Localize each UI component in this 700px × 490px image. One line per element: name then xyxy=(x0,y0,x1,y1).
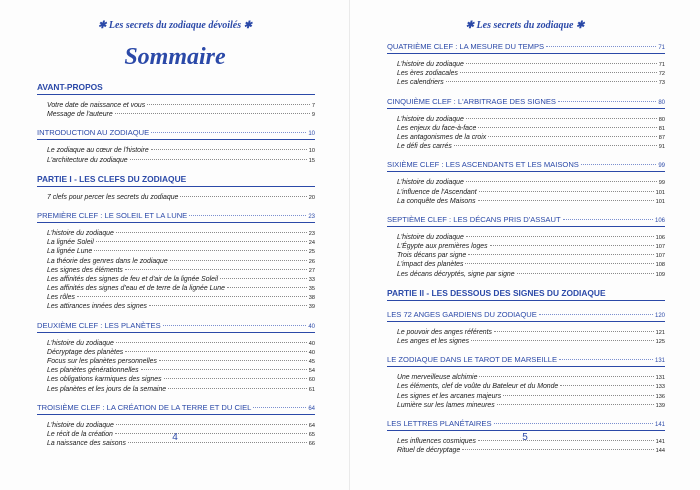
toc-entry[interactable] xyxy=(47,339,315,348)
toc-section xyxy=(37,321,315,394)
dot-leader xyxy=(466,63,657,64)
entry-title: Les antagonismes de la croix xyxy=(397,133,487,141)
section-title: DEUXIÈME CLEF : LES PLANÈTES xyxy=(37,320,161,330)
running-head: ✱ Les secrets du zodiaque ✱ xyxy=(465,20,585,31)
entry-title: Les anges et les signes xyxy=(397,338,470,345)
section-heading[interactable] xyxy=(37,211,315,223)
dot-leader xyxy=(479,191,654,192)
entry-page-number: 133 xyxy=(655,384,665,391)
entry-page-number: 73 xyxy=(658,80,665,87)
dot-leader xyxy=(466,118,657,119)
entry-title: Les ères zodiacales xyxy=(397,70,458,78)
section-page-number: 71 xyxy=(658,45,665,51)
entry-title: Les influences cosmiques xyxy=(397,437,476,445)
toc-entry[interactable] xyxy=(47,247,315,256)
dot-leader xyxy=(164,378,307,379)
dot-leader xyxy=(465,263,653,264)
entry-page-number: 33 xyxy=(308,276,315,283)
section-heading[interactable] xyxy=(37,174,315,187)
section-page-number: 106 xyxy=(654,217,665,224)
dot-leader xyxy=(96,241,307,242)
dot-leader xyxy=(494,331,654,332)
dot-leader xyxy=(189,215,306,216)
toc-section xyxy=(37,211,315,312)
dot-leader xyxy=(581,164,656,165)
section-page-number: 141 xyxy=(654,421,665,428)
dot-leader xyxy=(151,149,307,150)
toc-entry[interactable] xyxy=(47,302,315,311)
table-of-contents xyxy=(387,42,665,464)
dot-leader xyxy=(460,72,657,73)
entry-page-number: 109 xyxy=(655,271,665,278)
dot-leader xyxy=(220,278,307,279)
dot-leader xyxy=(116,342,307,343)
entry-page-number: 107 xyxy=(655,253,665,260)
dot-leader xyxy=(468,254,653,255)
entry-page-number: 45 xyxy=(308,359,315,365)
entry-page-number: 131 xyxy=(655,375,665,382)
entry-title: Les affinités des signes de feu et d'air de la lignée Soleil xyxy=(47,275,219,283)
entry-title: Rituel de décryptage xyxy=(397,447,461,455)
section-page-number: 99 xyxy=(658,163,665,170)
entry-page-number: 80 xyxy=(658,116,665,123)
dot-leader xyxy=(559,359,653,360)
dot-leader xyxy=(170,260,307,261)
toc-entry[interactable] xyxy=(47,385,315,394)
entry-title: Les calendriers xyxy=(397,79,444,87)
entry-title: Les planètes et les jours de la semaine xyxy=(47,385,167,393)
entry-title: Le zodiaque au cœur de l'histoire xyxy=(47,147,149,155)
dot-leader xyxy=(253,407,306,408)
entry-title: L'architecture du zodiaque xyxy=(47,156,128,164)
entry-title: Lumière sur les lames mineures xyxy=(397,401,495,409)
dot-leader xyxy=(115,113,310,114)
dot-leader xyxy=(471,340,654,341)
toc-section xyxy=(387,355,665,410)
entry-title: L'histoire du zodiaque xyxy=(47,229,114,237)
entry-title: Les planètes générationnelles xyxy=(47,367,139,375)
section-heading[interactable] xyxy=(387,419,665,431)
entry-title: Les décans décryptés, signe par signe xyxy=(397,270,515,278)
toc-entry[interactable] xyxy=(47,375,315,384)
entry-title: La naissance des saisons xyxy=(47,440,126,448)
section-heading[interactable] xyxy=(37,128,315,140)
dot-leader xyxy=(539,314,653,315)
entry-page-number: 20 xyxy=(308,194,315,201)
dot-leader xyxy=(503,395,653,396)
entry-page-number: 101 xyxy=(655,189,665,196)
page-number: 4 xyxy=(172,432,178,443)
entry-title: La lignée Soleil xyxy=(47,239,94,247)
dot-leader xyxy=(466,181,657,182)
toc-section xyxy=(387,97,665,152)
toc-entry[interactable] xyxy=(397,270,665,279)
entry-page-number: 35 xyxy=(308,286,315,293)
dot-leader xyxy=(151,132,306,133)
entry-page-number: 24 xyxy=(308,240,315,247)
section-page-number: 40 xyxy=(308,323,315,330)
toc-entry[interactable] xyxy=(397,115,665,124)
dot-leader xyxy=(180,196,306,197)
entry-page-number: 144 xyxy=(655,448,665,455)
toc-entry[interactable] xyxy=(397,328,665,337)
section-title: PARTIE I - LES CLEFS DU ZODIAQUE xyxy=(37,173,187,184)
entry-page-number: 141 xyxy=(655,438,665,445)
toc-section xyxy=(37,174,315,202)
entry-title: Focus sur les planètes personnelles xyxy=(47,358,157,365)
dot-leader xyxy=(558,101,656,102)
entry-page-number: 136 xyxy=(655,393,665,400)
entry-title: La conquête des Maisons xyxy=(397,197,476,205)
section-title: CINQUIÈME CLEF : L'ARBITRAGE DES SIGNES xyxy=(387,96,556,106)
toc-entry[interactable] xyxy=(47,421,315,430)
dot-leader xyxy=(497,404,654,405)
entry-title: Le récit de la création xyxy=(47,430,113,438)
toc-entry[interactable] xyxy=(397,392,665,401)
entry-page-number: 25 xyxy=(308,249,315,256)
section-title: AVANT-PROPOS xyxy=(37,82,103,92)
dot-leader xyxy=(147,104,310,105)
toc-entry[interactable] xyxy=(397,197,665,206)
toc-entry[interactable] xyxy=(397,133,665,142)
dot-leader xyxy=(159,360,307,361)
entry-page-number: 99 xyxy=(658,180,665,187)
section-page-number: 80 xyxy=(658,99,665,106)
section-heading[interactable] xyxy=(387,310,665,322)
section-title: SEPTIÈME CLEF : LES DÉCANS PRIS D'ASSAUT xyxy=(387,214,561,224)
toc-entry[interactable] xyxy=(397,242,665,251)
entry-title: L'histoire du zodiaque xyxy=(397,233,464,241)
toc-entry[interactable] xyxy=(47,266,315,275)
toc-entry[interactable] xyxy=(397,69,665,78)
toc-entry[interactable] xyxy=(47,284,315,293)
dot-leader xyxy=(125,351,307,352)
entry-title: La lignée Lune xyxy=(47,248,93,256)
section-title: PARTIE II - LES DESSOUS DES SIGNES DU ZODIAQUE xyxy=(387,287,606,298)
entry-page-number: 54 xyxy=(308,368,315,375)
dot-leader xyxy=(454,145,657,146)
section-title: PREMIÈRE CLEF : LE SOLEIL ET LA LUNE xyxy=(37,210,188,220)
entry-title: L'histoire du zodiaque xyxy=(397,61,464,68)
toc-entry[interactable] xyxy=(397,382,665,391)
dot-leader xyxy=(478,200,654,201)
entry-title: Les éléments, clef de voûte du Bateleur et du Monde xyxy=(397,383,559,391)
entry-title: Décryptage des planètes xyxy=(47,348,124,356)
dot-leader xyxy=(490,245,654,246)
toc-entry[interactable] xyxy=(47,357,315,366)
section-title: LES LETTRES PLANÉTAIRES xyxy=(387,418,492,428)
dot-leader xyxy=(517,273,654,274)
entry-page-number: 81 xyxy=(658,125,665,132)
entry-title: Le défi des carrés xyxy=(397,143,452,151)
toc-section xyxy=(37,128,315,164)
entry-page-number: 26 xyxy=(308,258,315,265)
dot-leader xyxy=(462,449,653,450)
toc-section xyxy=(387,310,665,346)
toc-entry[interactable] xyxy=(47,229,315,238)
entry-page-number: 61 xyxy=(308,386,315,393)
entry-page-number: 23 xyxy=(308,230,315,237)
entry-title: L'influence de l'Ascendant xyxy=(397,188,477,196)
dot-leader xyxy=(149,305,307,306)
section-title: TROISIÈME CLEF : LA CRÉATION DE LA TERRE ET DU CIEL xyxy=(37,402,252,412)
entry-page-number: 71 xyxy=(658,62,665,68)
toc-entry[interactable] xyxy=(397,78,665,87)
entry-title: Votre date de naissance et vous xyxy=(47,102,146,109)
section-heading[interactable] xyxy=(387,160,665,172)
section-heading[interactable] xyxy=(387,288,665,301)
dot-leader xyxy=(494,423,653,424)
entry-title: L'impact des planètes xyxy=(397,261,464,269)
section-page-number: 10 xyxy=(308,131,315,138)
entry-title: Les signes et les arcanes majeurs xyxy=(397,392,502,400)
toc-entry[interactable] xyxy=(397,178,665,187)
entry-page-number: 65 xyxy=(308,431,315,438)
entry-title: L'histoire du zodiaque xyxy=(47,339,114,347)
toc-entry[interactable] xyxy=(397,373,665,382)
dot-leader xyxy=(478,127,656,128)
section-heading[interactable] xyxy=(387,355,665,367)
toc-entry[interactable] xyxy=(47,348,315,357)
section-title: LES 72 ANGES GARDIENS DU ZODIAQUE xyxy=(387,309,537,319)
section-heading[interactable] xyxy=(37,321,315,333)
toc-entry[interactable] xyxy=(47,366,315,375)
section-page-number: 120 xyxy=(654,312,665,319)
dot-leader xyxy=(130,159,307,160)
entry-title: Les affinités des signes d'eau et de terre de la lignée Lune xyxy=(47,285,225,293)
entry-page-number: 27 xyxy=(308,267,315,274)
toc-entry[interactable] xyxy=(397,401,665,410)
section-title: SIXIÈME CLEF : LES ASCENDANTS ET LES MAISONS xyxy=(387,160,579,170)
entry-title: L'histoire du zodiaque xyxy=(397,179,464,187)
toc-section xyxy=(387,288,665,301)
dot-leader xyxy=(563,219,653,220)
entry-page-number: 72 xyxy=(658,71,665,78)
dot-leader xyxy=(168,388,307,389)
entry-page-number: 121 xyxy=(655,329,665,336)
dot-leader xyxy=(466,236,654,237)
entry-title: La théorie des genres dans le zodiaque xyxy=(47,257,168,265)
section-page-number: 23 xyxy=(308,213,315,220)
section-heading[interactable] xyxy=(37,403,315,415)
entry-page-number: 101 xyxy=(655,198,665,205)
dot-leader xyxy=(116,232,307,233)
toc-section xyxy=(387,160,665,206)
dot-leader xyxy=(125,269,307,270)
dot-leader xyxy=(488,136,657,137)
toc-entry[interactable] xyxy=(47,293,315,302)
toc-entry[interactable] xyxy=(397,233,665,242)
entry-page-number: 15 xyxy=(308,157,315,164)
toc-entry[interactable] xyxy=(47,193,315,202)
toc-entry[interactable] xyxy=(47,257,315,266)
entry-page-number: 66 xyxy=(308,441,315,448)
section-page-number: 64 xyxy=(308,405,315,412)
toc-entry[interactable] xyxy=(397,142,665,151)
toc-entry[interactable] xyxy=(397,337,665,346)
entry-page-number: 91 xyxy=(658,144,665,151)
entry-title: Les obligations karmiques des signes xyxy=(47,376,162,384)
toc-entry[interactable] xyxy=(47,110,315,119)
entry-title: Le pouvoir des anges référents xyxy=(397,328,492,336)
entry-title: Les signes des éléments xyxy=(47,266,123,274)
entry-title: L'histoire du zodiaque xyxy=(397,115,464,123)
dot-leader xyxy=(227,287,307,288)
right-page xyxy=(350,0,700,490)
entry-title: Les enjeux du face-à-face xyxy=(397,124,477,132)
entry-title: Une merveilleuse alchimie xyxy=(397,374,478,382)
entry-page-number: 10 xyxy=(308,148,315,155)
page-title: Sommaire xyxy=(124,44,226,70)
table-of-contents xyxy=(37,82,315,457)
dot-leader xyxy=(479,376,653,377)
toc-entry[interactable] xyxy=(397,260,665,269)
toc-entry[interactable] xyxy=(47,156,315,165)
toc-entry[interactable] xyxy=(397,60,665,69)
entry-title: 7 clefs pour percer les secrets du zodiaque xyxy=(47,193,179,201)
entry-page-number: 7 xyxy=(311,103,315,109)
toc-section xyxy=(37,82,315,119)
entry-page-number: 64 xyxy=(308,422,315,429)
dot-leader xyxy=(77,296,307,297)
section-title: INTRODUCTION AU ZODIAQUE xyxy=(37,128,150,138)
dot-leader xyxy=(446,81,657,82)
section-heading[interactable] xyxy=(387,42,665,54)
dot-leader xyxy=(116,424,307,425)
dot-leader xyxy=(163,325,307,326)
toc-entry[interactable] xyxy=(47,238,315,247)
entry-page-number: 38 xyxy=(308,295,315,302)
entry-title: L'histoire du zodiaque xyxy=(47,421,114,429)
entry-page-number: 107 xyxy=(655,244,665,251)
toc-entry[interactable] xyxy=(397,188,665,197)
toc-entry[interactable] xyxy=(47,146,315,155)
toc-entry[interactable] xyxy=(397,124,665,133)
section-title: QUATRIÈME CLEF : LA MESURE DU TEMPS xyxy=(387,42,545,51)
dot-leader xyxy=(546,46,656,47)
dot-leader xyxy=(141,369,307,370)
entry-page-number: 125 xyxy=(655,339,665,345)
entry-page-number: 39 xyxy=(308,304,315,311)
entry-title: Trois décans par signe xyxy=(397,252,467,260)
toc-section xyxy=(387,215,665,279)
entry-page-number: 9 xyxy=(311,112,315,119)
toc-section xyxy=(387,42,665,88)
toc-entry[interactable] xyxy=(47,101,315,110)
entry-page-number: 40 xyxy=(308,349,315,356)
entry-page-number: 108 xyxy=(655,262,665,269)
section-heading[interactable] xyxy=(37,82,315,95)
dot-leader xyxy=(560,385,653,386)
running-head: ✱ Les secrets du zodiaque dévoilés ✱ xyxy=(98,20,252,31)
entry-page-number: 106 xyxy=(655,234,665,241)
toc-entry[interactable] xyxy=(397,446,665,455)
section-heading[interactable] xyxy=(387,97,665,109)
toc-entry[interactable] xyxy=(397,251,665,260)
entry-page-number: 60 xyxy=(308,377,315,384)
section-heading[interactable] xyxy=(387,215,665,227)
page-number: 5 xyxy=(522,432,528,443)
entry-title: Les rôles xyxy=(47,294,75,302)
entry-title: Message de l'auteure xyxy=(47,111,113,119)
entry-title: Les attirances innées des signes xyxy=(47,303,147,311)
toc-entry[interactable] xyxy=(47,275,315,284)
section-title: LE ZODIAQUE DANS LE TAROT DE MARSEILLE xyxy=(387,355,558,365)
dot-leader xyxy=(94,250,307,251)
entry-title: L'Égypte aux premières loges xyxy=(397,243,488,251)
entry-page-number: 139 xyxy=(655,402,665,409)
entry-page-number: 87 xyxy=(658,134,665,141)
section-page-number: 131 xyxy=(654,358,665,365)
entry-page-number: 40 xyxy=(308,340,315,347)
